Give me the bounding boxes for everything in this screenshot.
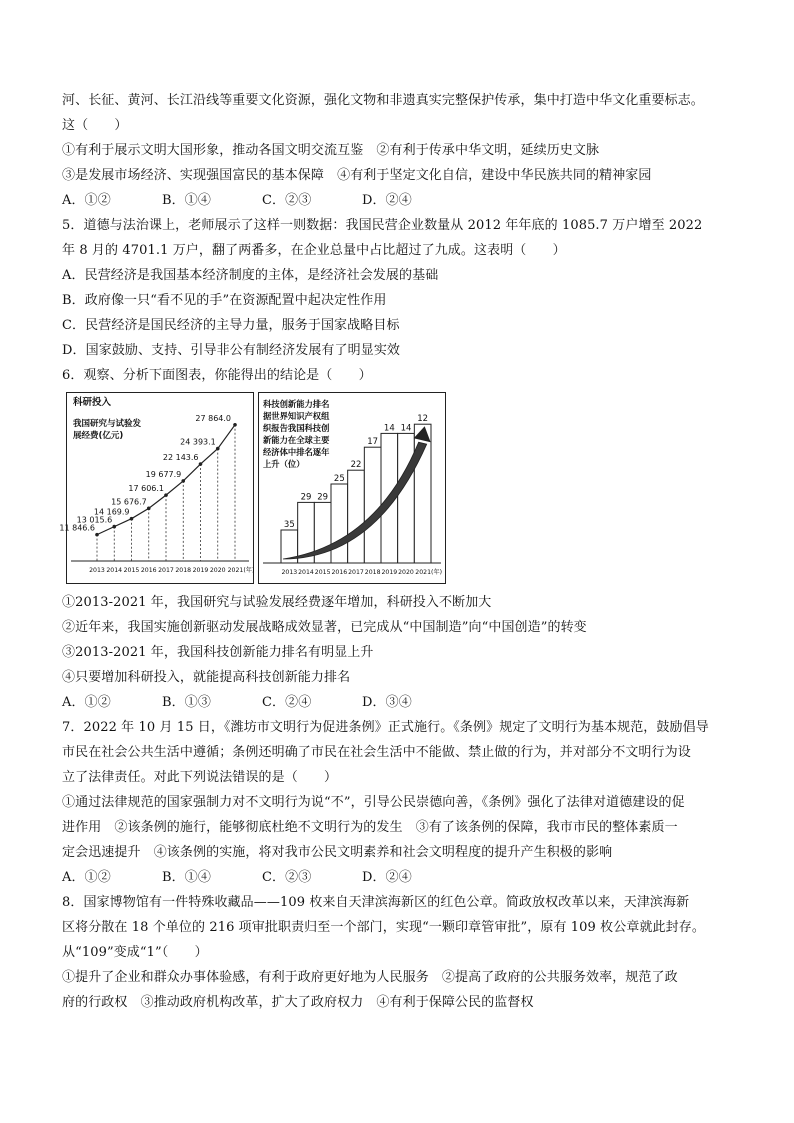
x-tick-label: 2017 [348,569,364,576]
x-tick-label: 2014 [298,569,314,576]
chart-caption: 新能力在全球主要 [263,435,330,445]
x-tick-label: 2013 [89,567,105,574]
question-text: 市民在社会公共生活中遵循；条例还明确了市民在社会生活中不能做、禁止做的行为，并对部分不文明行为设 [62,745,691,760]
y-axis-label: 我国研究与试验发 [73,419,142,429]
bar-value-label: 12 [417,414,429,425]
statement: ③2013-2021 年，我国科技创新能力排名有明显上升 [62,645,374,660]
option-b: B．①④ [162,193,211,208]
data-point [112,525,116,529]
question-7 [62,715,742,890]
question-text: 河、长征、黄河、长江沿线等重要文化资源，强化文物和非遗真实完整保护传承，集中打造中华文化重要标志。 [62,93,704,108]
statement: ①通过法律规范的国家强制力对不文明行为说“不”，引导公民崇德向善，《条例》强化了法律对道德建设的促 [62,795,685,810]
x-tick-label: 2021(年) [227,567,255,574]
statement: ①提升了企业和群众办事体验感，有利于政府更好地为人民服务 ②提高了政府的公共服务效率，规范了政 [62,970,678,985]
option-a: A．民营经济是我国基本经济制度的主体，是经济社会发展的基础 [62,268,439,283]
answer-options [62,188,742,213]
chart-caption: 科技创新能力排名 [263,399,330,409]
bar-value-label: 29 [300,492,312,503]
data-label: 13 015.6 [76,515,113,525]
x-tick-label: 2020 [398,569,414,576]
statement: ③是发展市场经济、实现强国富民的基本保障 ④有利于坚定文化自信，建设中华民族共同的精神家园 [62,168,652,183]
question-6 [59,363,742,715]
bar-value-label: 35 [283,520,295,530]
x-tick-label: 2014 [106,567,123,574]
option-d: D．②④ [362,193,412,208]
option-a: A．①② [62,870,111,885]
x-tick-label: 2021(年) [415,569,443,576]
question-5 [62,213,742,363]
option-c: C．②③ [262,193,312,208]
question-text: 6．观察、分析下面图表，你能得出的结论是（ ） [62,368,372,383]
chart-title: 科研投入 [73,397,112,408]
question-text: 5．道德与法治课上，老师展示了这样一则数据：我国民营企业数量从 2012 年年底的 1085.7 万户增至 2022 [62,218,703,233]
data-point [130,517,134,521]
option-b: B．①③ [162,695,211,710]
x-tick-label: 2015 [123,567,140,574]
statement: ②近年来，我国实施创新驱动发展战略成效显著，已完成从“中国制造”向“中国创造”的转变 [62,620,587,635]
answer-options [62,865,742,890]
chart-area [59,392,742,586]
x-tick-label: 2016 [331,569,348,576]
option-c: C．②③ [262,870,312,885]
question-4 [62,88,742,213]
data-label: 17 606.1 [128,484,164,494]
statement: 进作用 ②该条例的施行，能够彻底杜绝不文明行为的发生 ③有了该条例的保障，我市市民的整体素质一 [62,820,678,835]
data-label: 22 143.6 [162,453,199,463]
bar [331,484,348,563]
bar [364,447,381,563]
data-point [199,462,203,466]
x-tick-label: 2016 [140,567,157,574]
question-text: 区将分散在 18 个单位的 216 项审批职责归至一个部门，实现“一颗印章管审批”，原有 109 枚公章就此封存。 [62,920,705,935]
chart-caption: 上升（位） [263,459,305,469]
x-tick-label: 2015 [314,569,331,576]
question-text: 立了法律责任。对此下列说法错误的是（ ） [62,770,338,785]
question-text: 从“109”变成“1”（ ） [62,945,208,960]
option-a: A．①② [62,695,111,710]
data-point [147,507,151,511]
option-d: D．③④ [362,695,412,710]
rd-funding-line-chart [59,393,255,583]
x-tick-label: 2013 [281,569,298,576]
bar-value-label: 17 [367,437,379,448]
data-label: 11 846.6 [59,523,95,533]
data-point [216,447,220,451]
question-text: 这（ ） [62,118,128,133]
x-tick-label: 2018 [175,567,192,574]
x-tick-label: 2019 [381,569,398,576]
x-tick-label: 2020 [209,567,226,574]
bar-value-label: 14 [400,423,412,434]
bar [398,433,415,563]
bar [348,470,365,563]
exam-page [59,88,742,1015]
option-b: B．①④ [162,870,211,885]
x-tick-label: 2017 [158,567,174,574]
x-tick-label: 2018 [364,569,381,576]
question-8 [62,890,742,1015]
bar-value-label: 22 [350,460,362,471]
chart-caption: 经济体中排名逐年 [263,447,330,457]
option-b: B．政府像一只“看不见的手”在资源配置中起决定性作用 [62,293,387,308]
chart-caption: 据世界知识产权组 [263,411,330,421]
chart-caption: 织报告我国科技创 [263,423,330,433]
statement: ①2013-2021 年，我国研究与试验发展经费逐年增加，科研投入不断加大 [62,595,492,610]
option-c: C．②④ [262,695,312,710]
statement: 府的行政权 ③推动政府机构改革，扩大了政府权力 ④有利于保障公民的监督权 [62,995,534,1010]
innovation-ranking-bar-chart [259,393,445,583]
data-label: 14 169.9 [93,507,130,517]
option-d: D．②④ [362,870,412,885]
bar-value-label: 14 [383,423,395,434]
statement: ①有利于展示文明大国形象，推动各国文明交流互鉴 ②有利于传承中华文明，延续历史文脉 [62,143,600,158]
data-point [95,533,99,537]
question-text: 7．2022 年 10 月 15 日，《潍坊市文明行为促进条例》正式施行。《条例》规定了文明行为基本规范，鼓励倡导 [62,720,709,735]
data-label: 15 676.7 [111,497,147,507]
question-text: 年 8 月的 4701.1 万户，翻了两番多，在企业总量中占比超过了九成。这表明（ ） [62,243,566,258]
x-tick-label: 2019 [192,567,209,574]
answer-options [62,690,742,715]
bar-value-label: 25 [333,474,345,484]
data-label: 27 864.0 [195,413,231,423]
data-label: 19 677.9 [145,469,182,479]
y-axis-label: 展经费(亿元) [73,431,124,441]
statement: ④只要增加科研投入，就能提高科技创新能力排名 [62,670,351,685]
bar-chart-frame [258,392,446,584]
bar-value-label: 29 [317,492,329,503]
data-point [181,479,185,483]
option-a: A．①② [62,193,111,208]
question-text: 8．国家博物馆有一件特殊收藏品——109 枚来自天津滨海新区的红色公章。简政放权改革以来，天津滨海新 [62,895,690,910]
option-d: D．国家鼓励、支持、引导非公有制经济发展有了明显实效 [62,343,401,358]
option-c: C．民营经济是国民经济的主导力量，服务于国家战略目标 [62,318,400,333]
statement: 定会迅速提升 ④该条例的实施，将对我市公民文明素养和社会文明程度的提升产生积极的影响 [62,845,613,860]
data-point [164,493,168,497]
line-chart-frame [59,392,255,584]
data-point [233,423,237,427]
data-label: 24 393.1 [180,437,216,447]
